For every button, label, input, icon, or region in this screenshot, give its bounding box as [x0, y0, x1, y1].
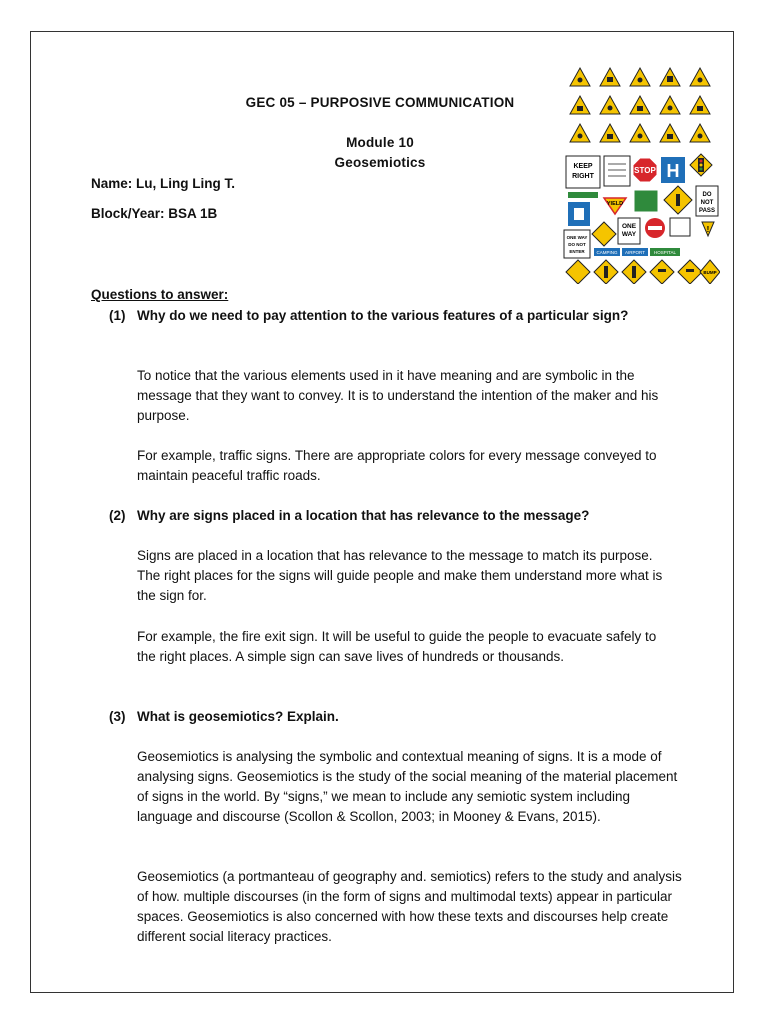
do-not-pass-sign	[696, 186, 718, 216]
svg-text:DO NOT: DO NOT	[568, 242, 586, 247]
svg-text:DO: DO	[702, 192, 712, 198]
svg-text:ONE: ONE	[621, 223, 637, 230]
answer-3-paragraph-1: Geosemiotics is analysing the symbolic and contextual meaning of signs. It is a mode of analysing signs. Geosemiotics is the study of the social meaning of the material placement of signs in the world. By “signs,” we mean to include any semiotic system including language and discourse (Scollon & Scollon, 2003; in Mooney & Evans, 2015).	[137, 749, 678, 824]
yield-sign	[604, 198, 626, 214]
module-topic: Geosemiotics	[334, 155, 426, 170]
svg-text:STOP: STOP	[634, 166, 656, 175]
svg-text:PASS: PASS	[699, 208, 715, 214]
question-title: What is geosemiotics? Explain.	[137, 709, 339, 724]
svg-text:!: !	[706, 225, 710, 234]
answer-2-paragraph-2: For example, the fire exit sign. It will be useful to guide the people to evacuate safely to the right places. A simple sign can save lives of hundreds or thousands.	[137, 629, 657, 664]
svg-text:NOT: NOT	[700, 200, 714, 206]
svg-text:KEEP: KEEP	[573, 163, 593, 170]
svg-text:WAY: WAY	[621, 231, 637, 238]
bike-lane-sign	[634, 190, 658, 212]
svg-text:YIELD: YIELD	[606, 201, 624, 207]
keep-right-sign	[566, 156, 600, 188]
module-number: Module 10	[346, 135, 414, 150]
warning-signs-grid	[570, 68, 710, 142]
student-name: Name: Lu, Ling Ling T.	[91, 176, 235, 191]
question-2	[109, 506, 689, 526]
traffic-light-sign	[690, 154, 712, 176]
school-crossing-sign	[592, 222, 616, 246]
speed-bump-sign	[604, 156, 630, 186]
answer-1-paragraph-1: To notice that the various elements used in it have meaning and are symbolic in the message that they want to convey. It is to understand the intention of the maker and his purpose.	[137, 368, 659, 423]
svg-text:BUMP: BUMP	[703, 270, 717, 275]
bump-sign	[700, 260, 720, 284]
svg-text:HOSPITAL: HOSPITAL	[654, 250, 676, 255]
answer-2-paragraph-1: Signs are placed in a location that has relevance to the message to match its purpose. The right places for the signs will guide people and make them understand more what is the sign for.	[137, 548, 663, 603]
answer-1-paragraph-2: For example, traffic signs. There are appropriate colors for every message conveyed to maintain peaceful traffic roads.	[137, 448, 657, 483]
answer-3-paragraph-2: Geosemiotics (a portmanteau of geography and. semiotics) refers to the study and analysis of how. multiple discourses (in the form of signs and multimodal texts) appear in particular spaces. Geosemiotics is also concerned with how these texts and discourses help create different social literacy practices.	[137, 869, 682, 944]
one-way-do-not-enter-sign	[564, 230, 590, 258]
question-number: (3)	[109, 709, 126, 724]
question-number: (1)	[109, 308, 126, 323]
course-title: GEC 05 – PURPOSIVE COMMUNICATION	[245, 95, 515, 110]
question-1	[109, 306, 689, 326]
svg-text:CAMPING: CAMPING	[596, 250, 618, 255]
question-title: Why are signs placed in a location that has relevance to the message?	[137, 508, 590, 523]
svg-text:H: H	[666, 161, 680, 181]
svg-text:ENTER: ENTER	[569, 249, 585, 254]
question-number: (2)	[109, 508, 126, 523]
one-way-sign	[618, 218, 640, 244]
svg-text:AIRPORT: AIRPORT	[625, 250, 645, 255]
hospital-h-sign	[661, 157, 685, 183]
block-year: Block/Year: BSA 1B	[91, 206, 218, 221]
svg-text:ONE WAY: ONE WAY	[566, 235, 588, 240]
svg-text:RIGHT: RIGHT	[572, 173, 594, 180]
guide-signs-row	[594, 248, 680, 256]
stop-sign	[633, 158, 657, 182]
traffic-signs-collage	[560, 62, 720, 284]
question-title: Why do we need to pay attention to the various features of a particular sign?	[137, 308, 629, 323]
question-3	[109, 707, 689, 727]
pedestrian-sign	[664, 186, 692, 214]
questions-heading: Questions to answer:	[91, 287, 229, 302]
